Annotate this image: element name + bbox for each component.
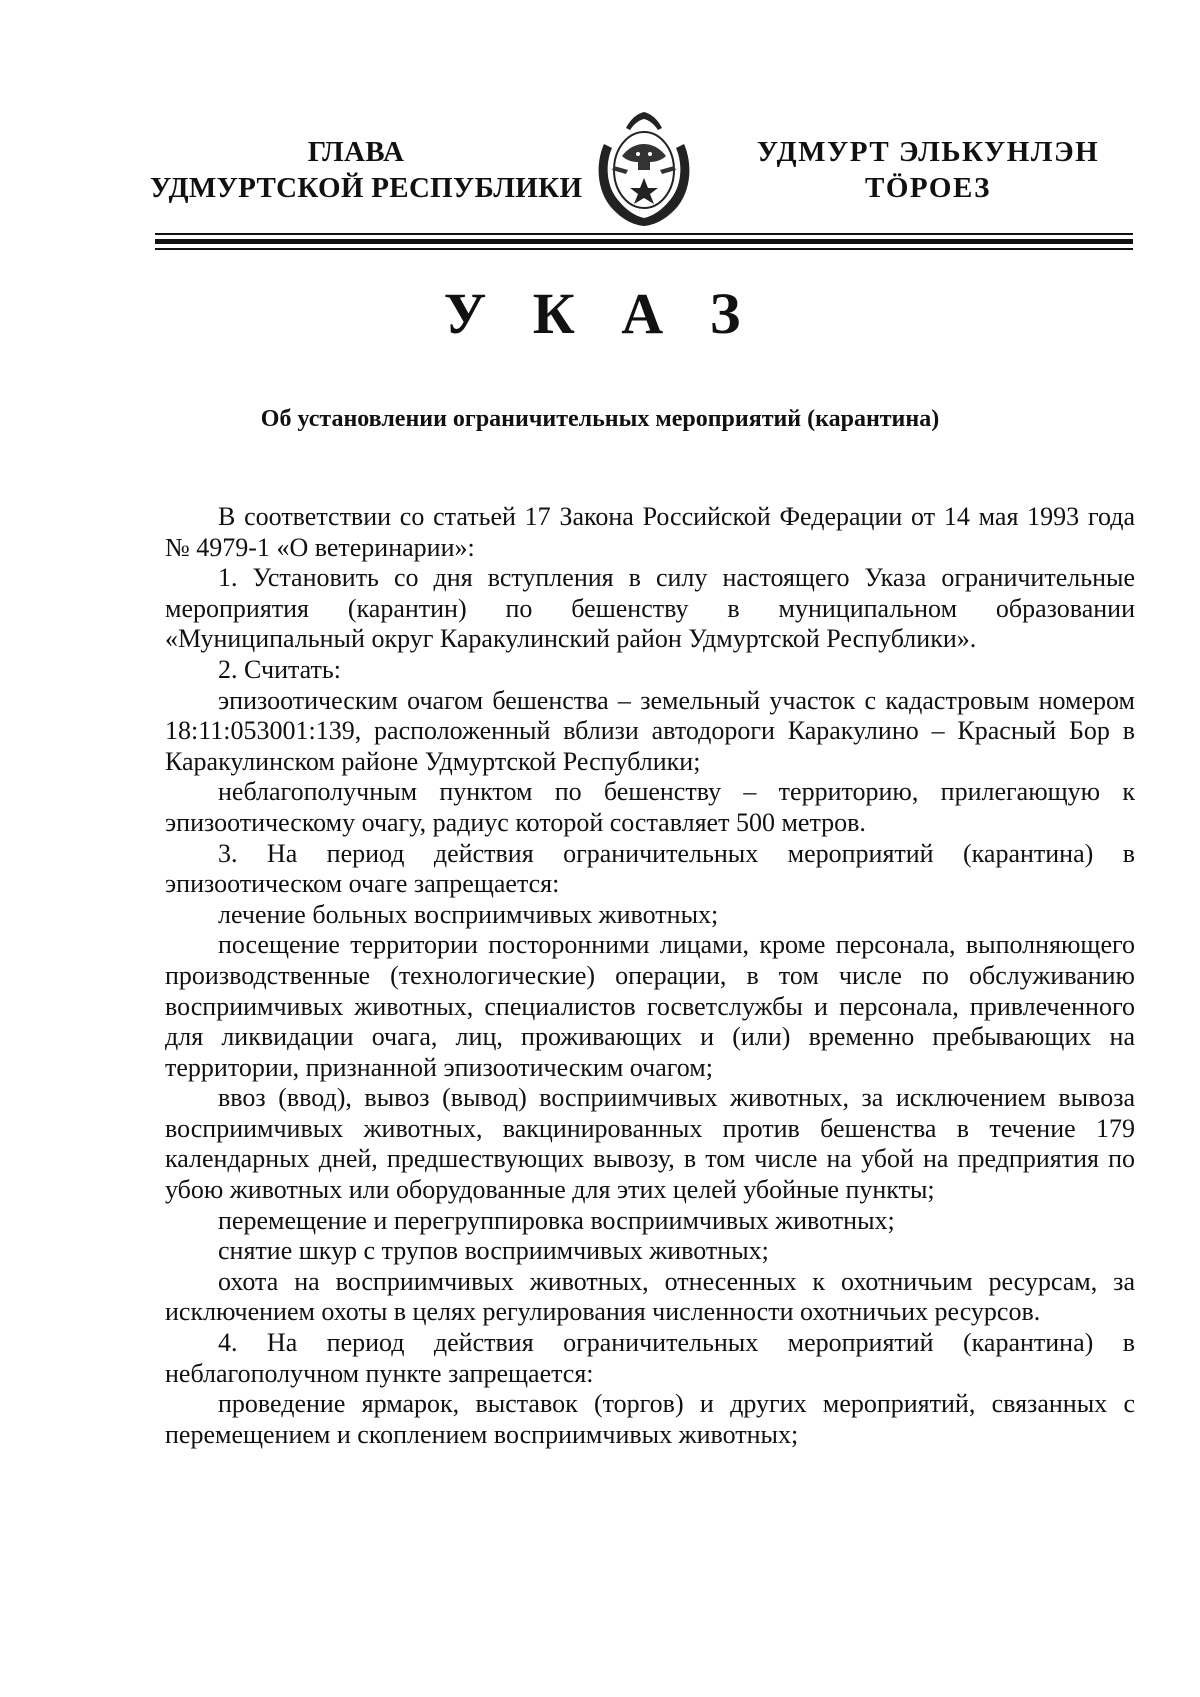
header-right-line1: УДМУРТ ЭЛЬКУНЛЭН	[756, 136, 1100, 168]
coat-of-arms-icon	[588, 108, 700, 230]
paragraph: 3. На период действия ограничительных мероприятий (карантина) в эпизоотическом очаге запрещается:	[165, 838, 1135, 899]
paragraph: эпизоотическим очагом бешенства – земельный участок с кадастровым номером 18:11:053001:139, расположенный вблизи автодороги Каракулино – Красный Бор в Каракулинском районе Удмуртской Республики;	[165, 685, 1135, 776]
header-rule-thin-bottom	[155, 248, 1133, 250]
header-rule-thin-top	[155, 233, 1133, 235]
paragraph: охота на восприимчивых животных, отнесенных к охотничьим ресурсам, за исключением охоты в целях регулирования численности охотничьих ресурсов.	[165, 1266, 1135, 1327]
document-subtitle: Об установлении ограничительных мероприятий (карантина)	[260, 406, 940, 432]
paragraph: ввоз (ввод), вывоз (вывод) восприимчивых животных, за исключением вывоза восприимчивых животных, вакцинированных против бешенства в течение 179 календарных дней, предшествующих вывозу, в том числе на убой на предприятия по убою животных или оборудованные для этих целей убойные пункты;	[165, 1083, 1135, 1205]
paragraph: 1. Установить со дня вступления в силу настоящего Указа ограничительные мероприятия (карантин) по бешенству в муниципальном образовании «Муниципальный округ Каракулинский район Удмуртской Республики».	[165, 563, 1135, 654]
paragraph: 4. На период действия ограничительных мероприятий (карантина) в неблагополучном пункте запрещается:	[165, 1328, 1135, 1388]
header-left-line2: УДМУРТСКОЙ РЕСПУБЛИКИ	[150, 172, 583, 204]
paragraph: 2. Считать:	[218, 654, 341, 684]
header-left	[150, 134, 583, 206]
paragraph: перемещение и перегруппировка восприимчивых животных;	[218, 1205, 895, 1235]
paragraph: неблагополучным пунктом по бешенству – территорию, прилегающую к эпизоотическому очагу, радиус которой составляет 500 метров.	[165, 777, 1135, 837]
paragraph: лечение больных восприимчивых животных;	[218, 899, 719, 929]
paragraph: В соответствии со статьей 17 Закона Российской Федерации от 14 мая 1993 года № 4979-1 «О ветеринарии»:	[165, 502, 1135, 562]
header-right-line2: ТӦРОЕЗ	[864, 172, 991, 204]
header-left-line1: ГЛАВА	[307, 136, 405, 168]
paragraph: снятие шкур с трупов восприимчивых животных;	[218, 1236, 769, 1266]
header-right	[738, 134, 1118, 206]
paragraph: проведение ярмарок, выставок (торгов) и других мероприятий, связанных с перемещением и скоплением восприимчивых животных;	[165, 1389, 1135, 1449]
document-body	[165, 502, 1135, 1450]
paragraph: посещение территории посторонними лицами, кроме персонала, выполняющего производственные (технологические) операции, в том числе по обслуживанию восприимчивых животных, специалистов госветслужбы и персонала, привлеченного для ликвидации очага, лиц, проживающих и (или) временно пребывающих на территории, признанной эпизоотическим очагом;	[165, 930, 1135, 1082]
document-title: У К А З	[443, 281, 757, 346]
header-rule-thick	[155, 239, 1133, 244]
